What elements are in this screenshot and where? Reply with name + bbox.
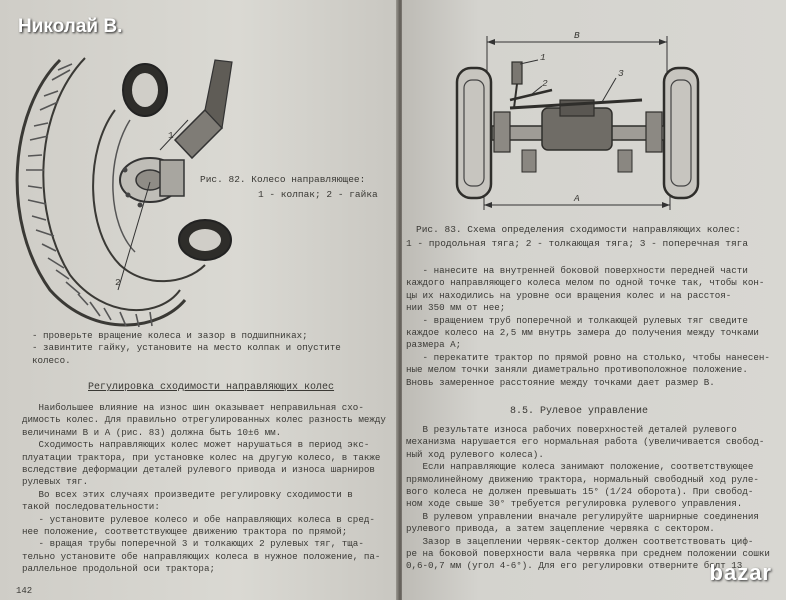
text-line: Во всех этих случаях произведите регулировку сходимости в [22,488,353,500]
right-para-body [406,424,770,573]
text-line: - нанесите на внутренней боковой поверхности передней части [406,265,748,276]
text-line: величинами В и А (рис. 83) должна быть 10±6 мм. [22,426,282,438]
text-line: ре на боковой поверхности вала червяка при среднем положении сошки [406,548,770,560]
text-line: - перекатите трактор по прямой ровно на столько, чтобы нанесен- [406,351,770,363]
text-line: нии 350 мм от нее; [406,302,506,314]
right-page [402,0,786,600]
text-line: нее положение, соответствующее движению трактора по прямой; [22,526,348,538]
fig83-label-1: 1 [540,52,546,63]
fig83-label-3: 3 [618,68,624,79]
fig83-caption-line1: Рис. 83. Схема определения сходимости направляющих колес: [416,224,741,235]
text-line: - установите рулевое колесо и обе направляющих колеса в сред- [22,513,375,525]
left-para-top [32,330,341,367]
text-line: вого колеса не должен превышать 15° (1/24 оборота). При свобод- [406,486,754,498]
text-line: цы их находились на уровне оси вращения колес и на расстоя- [406,289,732,301]
fig82-caption-line2: 1 - колпак; 2 - гайка [258,189,378,200]
bazar-logo: bazar [709,560,772,585]
text-line: - вращением труб поперечной и толкающей рулевых тяг сведите [406,314,748,326]
text-line: каждое колесо на 2,5 мм внутрь замера до получения между точками [406,327,759,339]
text-line: 0,6-0,7 мм (угол 4-6°). Для его регулировки отверните болт 13 [406,560,743,572]
text-line: прямолинейному движению трактора, нормальный свободный ход руле- [406,473,759,485]
text-line: В рулевом управлении вначале регулируйте шарнирные соединения [406,510,759,522]
text-line: Сходимость направляющих колес может нарушаться в период экс- [22,439,370,451]
text-line: Вновь замеренное расстояние между точками дает размер В. [406,376,715,388]
text-line: - завинтите гайку, установите на место колпак и опустите [32,342,341,354]
text-line: такой последовательности: [22,501,160,513]
text-line: рулевых тяг. [22,476,89,488]
text-line: В результате износа рабочих поверхностей деталей рулевого [406,424,737,435]
seller-watermark: Николай В. [18,16,123,37]
text-line: раллельное продольной оси трактора; [22,563,215,575]
page-number-left: 142 [16,586,33,596]
text-line: - вращая трубы поперечной 3 и толкающих 2 рулевых тяг, тща- [22,538,364,550]
text-line: ные мелом точки заняли диаметрально противоположное положение. [406,364,748,376]
text-line: плуатации трактора, при установке колес на другую колесо, в также [22,451,381,463]
text-line: каждого направляющего колеса мелом по одной точке так, чтобы кон- [406,277,765,289]
text-line: тельно установите обе направляющих колеса в нужное положение, па- [22,550,381,562]
text-line: ный ход рулевого колеса). [406,448,544,460]
text-line: колесо. [32,354,71,366]
fig83-label-2: 2 [542,78,548,89]
fig82-caption-line1: Рис. 82. Колесо направляющее: [200,174,366,185]
text-line: вследствие деформации деталей рулевого привода и износа шарниров [22,464,375,476]
section-heading-steering: 8.5. Рулевое управление [510,406,649,417]
fig83-dim-a-label: А [574,193,580,204]
fig82-label-1: 1 [168,130,174,141]
text-line: механизма нарушается его нормальная работа (увеличивается свобод- [406,436,765,448]
text-line: ном ходе свыше 30° требуется регулировка рулевого управления. [406,498,743,510]
fig83-caption-line2: 1 - продольная тяга; 2 - толкающая тяга; 3 - поперечная тяга [406,238,749,249]
fig82-label-2: 2 [115,277,121,288]
text-line: - проверьте вращение колеса и зазор в подшипниках; [32,330,308,341]
text-line: Зазор в зацеплении червяк-сектор должен соответствовать циф- [406,535,754,547]
text-line: Если направляющие колеса занимают положение, соответствующее [406,461,754,473]
text-line: размера А; [406,339,462,351]
text-line: рулевого привода, а затем зацепление червяка с сектором. [406,523,715,535]
section-heading-toe-in: Регулировка сходимости направляющих колес [88,382,335,393]
right-para-top [406,265,770,389]
left-para-body [22,402,386,576]
figure-83-toe-in-diagram [402,0,786,230]
text-line: димость колес. Для правильно отрегулированных колес разность между [22,414,386,426]
text-line: Наибольшее влияние на износ шин оказывает неправильная схо- [22,402,364,413]
figure-82-wheel-drawing [0,0,398,340]
fig83-dim-b-label: В [574,30,580,41]
